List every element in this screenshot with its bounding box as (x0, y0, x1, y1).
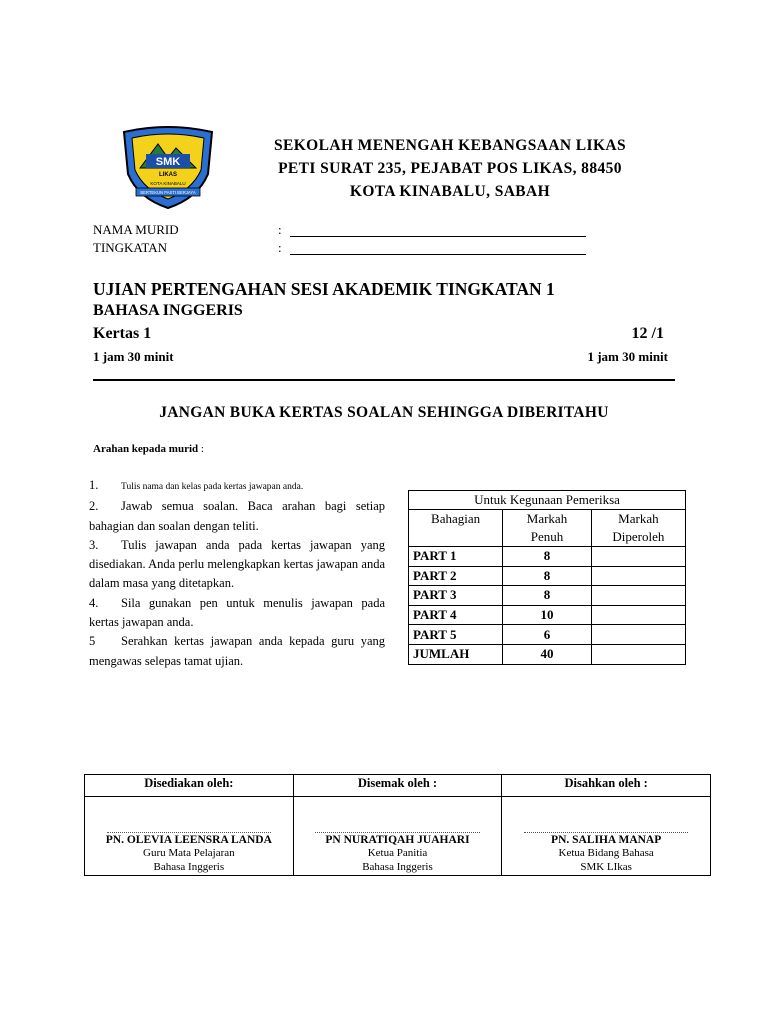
approved-by-role: Ketua Bidang Bahasa (558, 847, 654, 859)
checked-by-name: PN NURATIQAH JUAHARI (325, 834, 470, 846)
instruction-item: 2. Jawab semua soalan. Baca arahan bagi setiap bahagian dan soalan dengan teliti. (89, 499, 385, 533)
instruction-item: 1. Tulis nama dan kelas pada kertas jawapan anda. (89, 478, 304, 492)
obtained-marks-cell[interactable] (591, 605, 685, 625)
prepared-by-role: Guru Mata Pelajaran (143, 847, 235, 859)
duration-left: 1 jam 30 minit (93, 349, 174, 364)
col-section-header: Bahagian (409, 510, 503, 547)
checked-by-cell (293, 797, 502, 876)
paper-label: Kertas 1 (93, 325, 152, 342)
instruction-item: 3. Tulis jawapan anda pada kertas jawapan yang disediakan. Anda perlu melengkapkan kertas jawapan anda dalam masa yang ditetapkan. (89, 537, 385, 591)
warning-heading: JANGAN BUKA KERTAS SOALAN SEHINGGA DIBERITAHU (159, 404, 609, 421)
student-class-label: TINGKATAN (93, 240, 168, 255)
table-row (409, 586, 686, 606)
obtained-marks-cell[interactable] (591, 625, 685, 645)
school-address: PETI SURAT 235, PEJABAT POS LIKAS, 88450 (278, 160, 622, 177)
logo-subtext: LIKAS (159, 172, 177, 178)
logo-ribbon-text: KOTA KINABALU (150, 181, 186, 186)
table-row (409, 625, 686, 645)
prepared-by-cell (85, 797, 294, 876)
approved-by-dept: SMK LIkas (580, 861, 632, 873)
part-cell: JUMLAH (409, 644, 503, 664)
student-class-colon: : (278, 240, 282, 255)
signature-table (84, 774, 711, 876)
student-name-colon: : (278, 222, 282, 237)
instruction-item: 5 Serahkan kertas jawapan anda kepada guru yang mengawas selepas tamat ujian. (89, 634, 385, 668)
full-marks-cell: 40 (503, 644, 592, 664)
obtained-marks-cell[interactable] (591, 644, 685, 664)
approved-by-cell (502, 797, 711, 876)
instructions-list (89, 476, 385, 671)
instruction-item: 4. Sila gunakan pen untuk menulis jawapan pada kertas jawapan anda. (89, 595, 385, 630)
part-cell: PART 3 (409, 586, 503, 606)
table-row-total (409, 644, 686, 664)
instructions-heading: Arahan kepada murid : (93, 443, 204, 455)
marks-table-title: Untuk Kegunaan Pemeriksa (409, 491, 686, 510)
col-full-marks-header: Markah Penuh (503, 510, 592, 547)
full-marks-cell: 6 (503, 625, 592, 645)
exam-subject: BAHASA INGGERIS (93, 302, 243, 319)
part-cell: PART 4 (409, 605, 503, 625)
paper-code: 12 /1 (631, 325, 664, 342)
col-obtained-header: Markah Diperoleh (591, 510, 685, 547)
table-row (409, 566, 686, 586)
checked-by-dept: Bahasa Inggeris (362, 861, 433, 873)
full-marks-cell: 8 (503, 547, 592, 567)
full-marks-cell: 10 (503, 605, 592, 625)
part-cell: PART 1 (409, 547, 503, 567)
prepared-by-name: PN. OLEVIA LEENSRA LANDA (105, 834, 272, 846)
school-name: SEKOLAH MENENGAH KEBANGSAAN LIKAS (273, 137, 627, 154)
signature-line[interactable] (86, 798, 292, 834)
school-crest-logo (118, 124, 218, 210)
duration-right: 1 jam 30 minit (587, 349, 668, 364)
obtained-marks-cell[interactable] (591, 566, 685, 586)
examiner-marks-table (408, 490, 686, 665)
divider (93, 379, 675, 381)
signature-line[interactable] (295, 798, 501, 834)
part-cell: PART 5 (409, 625, 503, 645)
part-cell: PART 2 (409, 566, 503, 586)
full-marks-cell: 8 (503, 586, 592, 606)
logo-text: SMK (155, 156, 181, 168)
full-marks-cell: 8 (503, 566, 592, 586)
obtained-marks-cell[interactable] (591, 586, 685, 606)
prepared-by-label: Disediakan oleh: (85, 775, 294, 797)
signature-line[interactable] (503, 798, 709, 834)
approved-by-label: Disahkan oleh : (502, 775, 711, 797)
checked-by-role: Ketua Panitia (367, 847, 428, 859)
table-row (409, 605, 686, 625)
logo-motto: BERTEKUN PASTI BERJAYA (140, 190, 196, 195)
exam-title: UJIAN PERTENGAHAN SESI AKADEMIK TINGKATAN 1 (93, 279, 555, 299)
obtained-marks-cell[interactable] (591, 547, 685, 567)
student-class-line[interactable] (290, 254, 586, 255)
approved-by-name: PN. SALIHA MANAP (551, 834, 662, 846)
student-name-line[interactable] (290, 236, 586, 237)
table-row (409, 547, 686, 567)
student-name-label: NAMA MURID (93, 222, 179, 237)
school-city: KOTA KINABALU, SABAH (349, 183, 551, 200)
prepared-by-dept: Bahasa Inggeris (153, 861, 225, 873)
checked-by-label: Disemak oleh : (293, 775, 502, 797)
